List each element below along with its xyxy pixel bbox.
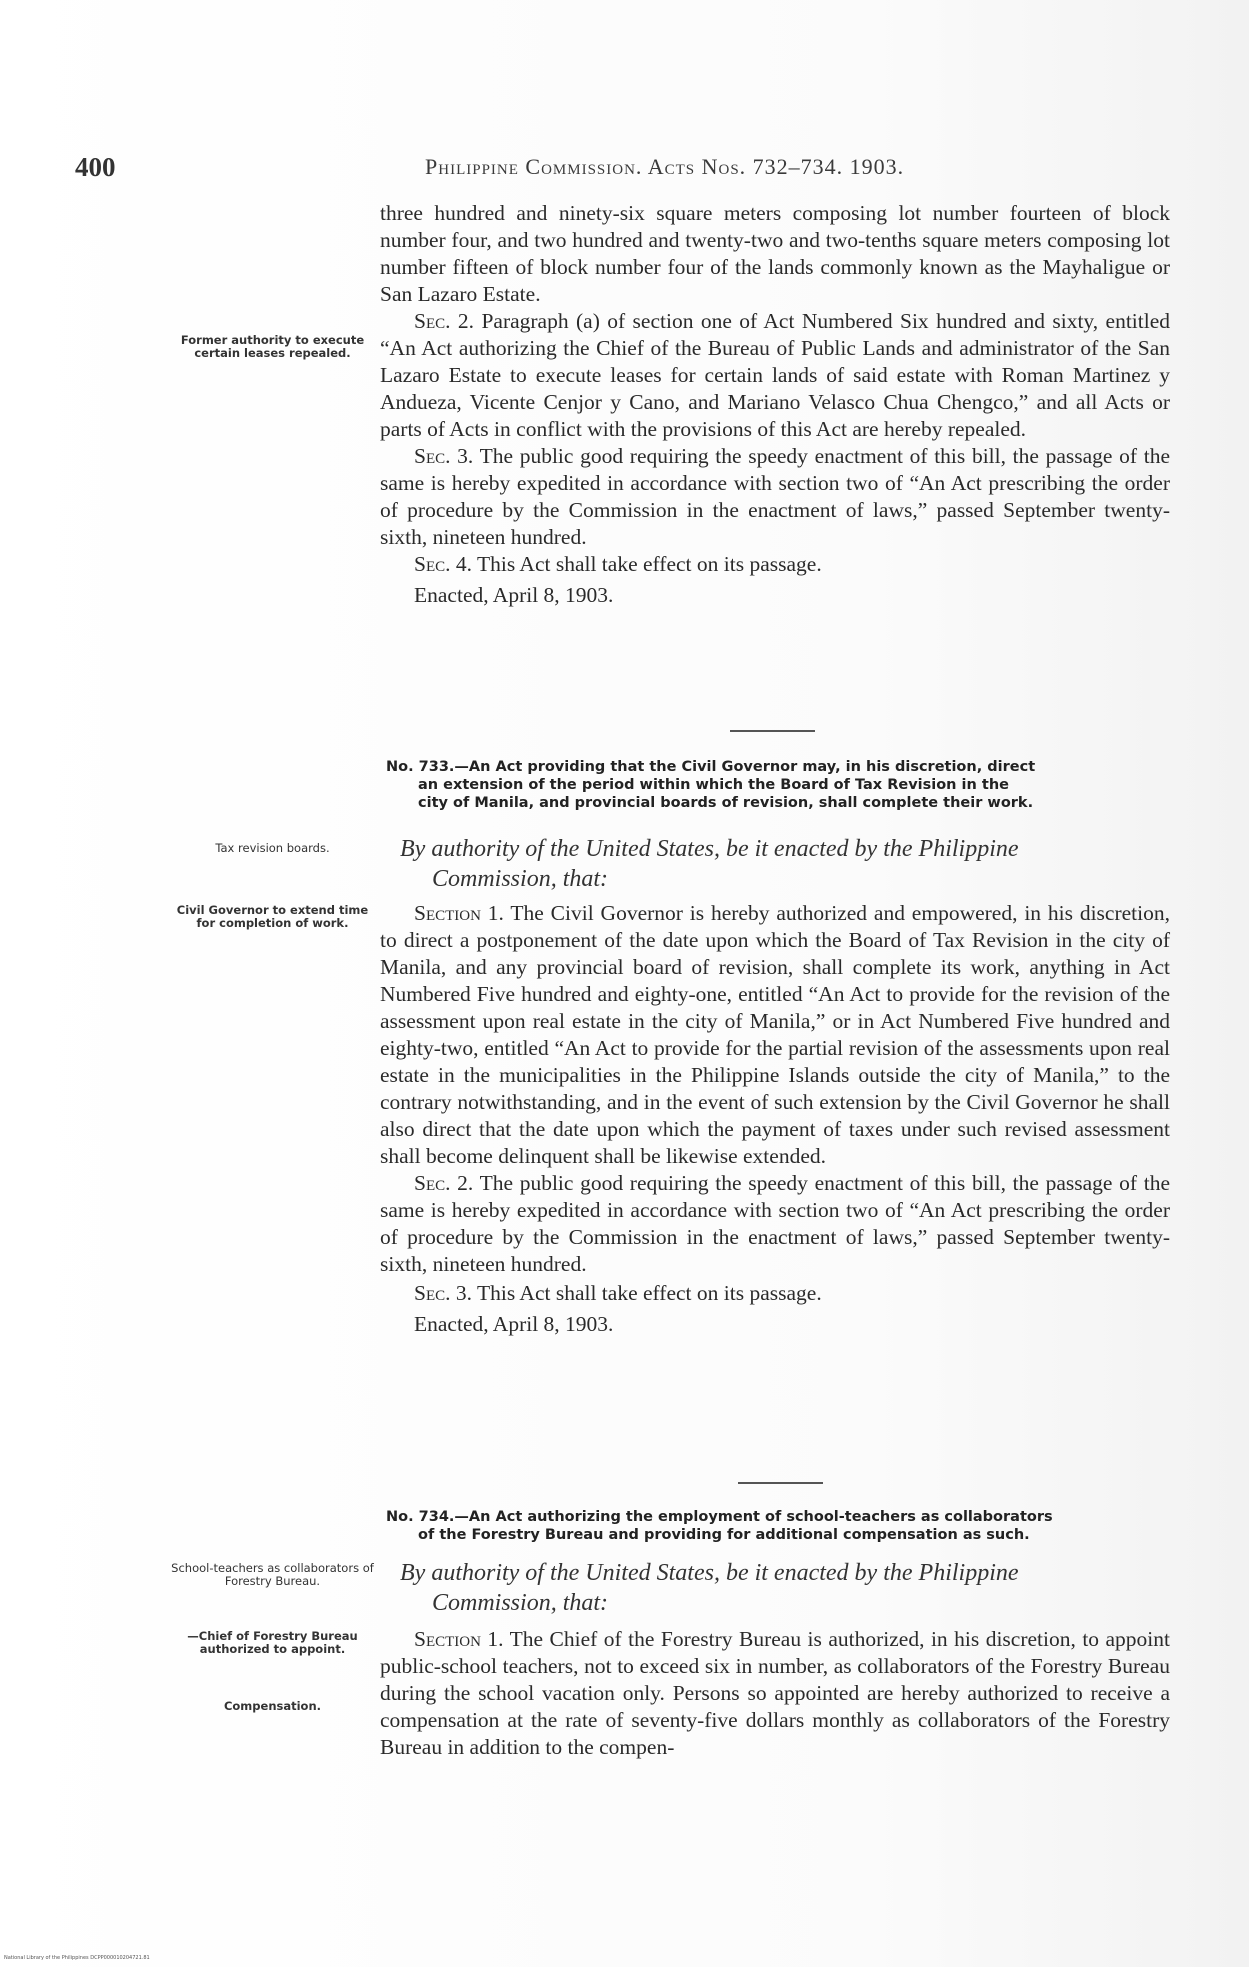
act734-body — [380, 1626, 1170, 1761]
act732-sec4 — [380, 551, 1170, 578]
act733-enacting-clause — [400, 834, 1170, 894]
margin-note-chief-forestry: —Chief of Forestry Bureau authorized to appoint. — [187, 1629, 358, 1656]
margin-note-tax-revision: Tax revision boards. — [215, 841, 330, 855]
margin-note-school-teachers: School-teachers as collaborators of Forestry Bureau. — [171, 1561, 374, 1588]
act733-enacted: Enacted, April 8, 1903. — [414, 1312, 614, 1336]
margin-note-civil-governor: Civil Governor to extend time for completion of work. — [176, 903, 369, 930]
act733-heading — [386, 758, 1168, 812]
act733-sec1 — [380, 900, 1170, 1170]
act733-sec3 — [380, 1280, 1170, 1307]
act733-heading-line: No. 733.—An Act providing that the Civil Governor may, in his discretion, direct — [386, 759, 1036, 775]
section-label: Sec. 3. — [414, 444, 474, 468]
scan-footer: National Library of the Philippines DCPP000010204721.81 — [4, 1955, 150, 1961]
page-number: 400 — [75, 152, 116, 182]
enacting-line: By authority of the United States, be it enacted by the Philippine — [400, 1560, 1019, 1586]
section-label: Sec. 4. — [414, 552, 472, 576]
act734-enacting-clause — [400, 1558, 1170, 1618]
section-divider — [738, 1482, 823, 1484]
act733-heading-line: an extension of the period within which the Board of Tax Revision in the — [418, 777, 1009, 793]
section-label: Section 1. — [414, 1627, 504, 1651]
enacting-line: By authority of the United States, be it enacted by the Philippine — [400, 836, 1019, 862]
act734-heading-line: No. 734.—An Act authorizing the employment of school-teachers as collaborators — [386, 1509, 1053, 1525]
act733-heading-line: city of Manila, and provincial boards of revision, shall complete their work. — [418, 795, 1034, 811]
act734-heading-line: of the Forestry Bureau and providing for additional compensation as such. — [418, 1527, 1030, 1543]
act733-sec2 — [380, 1170, 1170, 1278]
act732-enacted: Enacted, April 8, 1903. — [414, 583, 614, 607]
section-label: Sec. 2. — [414, 309, 475, 333]
section-label: Section 1. — [414, 901, 504, 925]
section-text: The public good requiring the speedy enactment of this bill, the passage of the same is hereby expedited in accordance with section two of “An Act prescribing the order of procedure by the Commission in the enactment of laws,” passed September twenty-sixth, nineteen hundred. — [380, 1171, 1171, 1276]
section-text: This Act shall take effect on its passage. — [477, 552, 822, 576]
section-label: Sec. 3. — [414, 1281, 472, 1305]
section-label: Sec. 2. — [414, 1171, 474, 1195]
section-divider — [730, 730, 815, 732]
act732-sec2 — [380, 308, 1170, 443]
act732-continuation-block — [380, 200, 1170, 609]
section-text: Paragraph (a) of section one of Act Numbered Six hundred and sixty, entitled “An Act authorizing the Chief of the Bureau of Public Lands and administrator of the San Lazaro Estate to execute leases for certain lands of said estate with Roman Martinez y Andueza, Vicente Cenjor y Cano, and Mariano Velasco Chua Chengco,” and all Acts or parts of Acts in conflict with the provisions of this Act are hereby repealed. — [380, 309, 1171, 441]
enacting-line: Commission, that: — [432, 1590, 609, 1616]
act734-heading — [386, 1508, 1168, 1544]
section-text: The public good requiring the speedy enactment of this bill, the passage of the same is hereby expedited in accordance with section two of “An Act prescribing the order of procedure by the Commission in the enactment of laws,” passed September twenty-sixth, nineteen hundred. — [380, 444, 1171, 549]
enacting-line: Commission, that: — [432, 866, 609, 892]
margin-note-former-authority: Former authority to execute certain leases repealed. — [180, 333, 365, 360]
act734-sec1 — [380, 1626, 1170, 1761]
section-text: This Act shall take effect on its passage. — [477, 1281, 822, 1305]
act732-continuation: three hundred and ninety-six square meters composing lot number fourteen of block number four, and two hundred and twenty-two and two-tenths square meters composing lot number fifteen of block number four of the lands commonly known as the Mayhaligue or San Lazaro Estate. — [380, 201, 1170, 306]
act732-sec3 — [380, 443, 1170, 551]
running-head: Philippine Commission. Acts Nos. 732–734. 1903. — [425, 154, 905, 179]
section-text: The Civil Governor is hereby authorized and empowered, in his discretion, to direct a postponement of the date upon which the Board of Tax Revision in the city of Manila, and any provincial board of revision, shall complete its work, anything in Act Numbered Five hundred and eighty-one, entitled “An Act to provide for the revision of the assessment upon real estate in the city of Manila,” or in Act Numbered Five hundred and eighty-two, entitled “An Act to provide for the partial revision of the assessments upon real estate in the municipalities in the Philippine Islands outside the city of Manila,” to the contrary notwithstanding, and in the event of such extension by the Civil Governor he shall also direct that the date upon which the payment of taxes under such revised assessment shall become delinquent shall be likewise extended. — [380, 901, 1170, 1168]
act733-body — [380, 900, 1170, 1338]
section-text: The Chief of the Forestry Bureau is authorized, in his discretion, to appoint public-school teachers, not to exceed six in number, as collaborators of the Forestry Bureau during the school vacation only. Persons so appointed are hereby authorized to receive a compensation at the rate of seventy-five dollars monthly as collaborators of the Forestry Bureau in addition to the compen- — [380, 1627, 1170, 1759]
margin-note-compensation: Compensation. — [223, 1699, 322, 1713]
